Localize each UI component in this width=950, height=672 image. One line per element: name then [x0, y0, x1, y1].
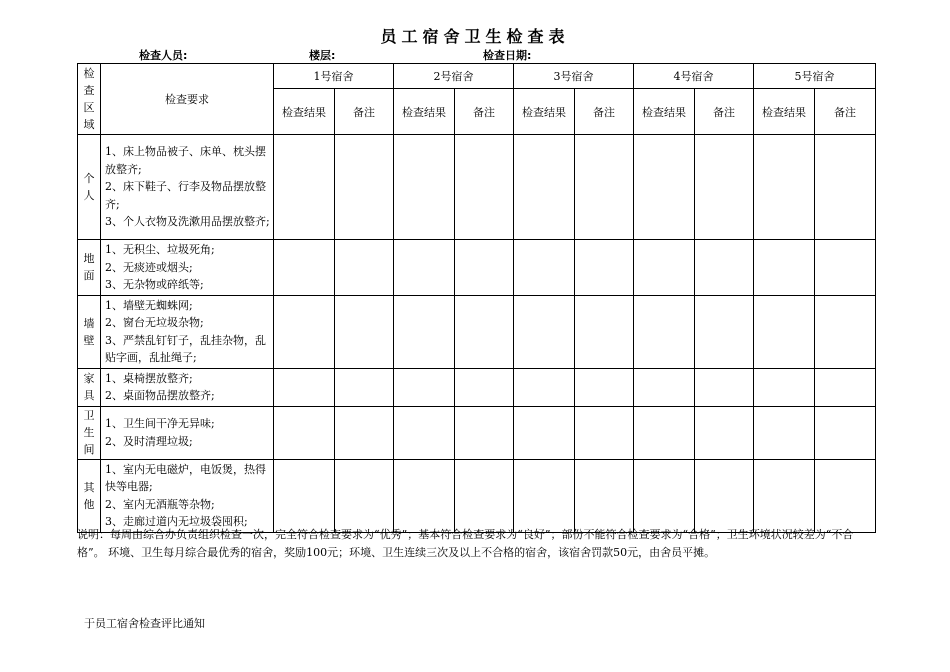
- remark-cell[interactable]: [815, 459, 876, 532]
- result-cell[interactable]: [274, 240, 335, 296]
- result-cell[interactable]: [394, 368, 455, 406]
- area-label: 个 人: [83, 172, 95, 202]
- requirement-cell: [101, 135, 274, 240]
- result-cell[interactable]: [394, 406, 455, 459]
- requirement-item: 1、无积尘、垃圾死角;: [105, 243, 215, 256]
- requirement-item: 1、卫生间干净无异味;: [105, 417, 215, 430]
- area-label: 卫 生 间: [83, 409, 95, 456]
- remark-cell[interactable]: [335, 368, 394, 406]
- requirement-item: 2、室内无酒瓶等杂物;: [105, 497, 215, 511]
- remark-cell[interactable]: [335, 135, 394, 240]
- area-cell: [78, 406, 101, 459]
- result-cell[interactable]: [754, 406, 815, 459]
- result-cell[interactable]: [274, 368, 335, 406]
- requirement-item: 1、室内无电磁炉，电饭煲，热得快等电器;: [105, 462, 266, 493]
- result-cell[interactable]: [274, 459, 335, 532]
- result-header: 检查结果: [394, 89, 455, 135]
- area-cell: [78, 135, 101, 240]
- result-cell[interactable]: [754, 240, 815, 296]
- dorm-1-header: 1号宿舍: [274, 64, 394, 89]
- result-cell[interactable]: [394, 240, 455, 296]
- area-cell: [78, 368, 101, 406]
- requirement-cell: [101, 295, 274, 368]
- section-row: [78, 240, 876, 296]
- remark-cell[interactable]: [335, 240, 394, 296]
- result-cell[interactable]: [754, 295, 815, 368]
- result-cell[interactable]: [394, 295, 455, 368]
- remark-cell[interactable]: [335, 295, 394, 368]
- section-row: [78, 406, 876, 459]
- remark-header: 备注: [335, 89, 394, 135]
- explanation-note: 说明：每周由综合办负责组织检查一次，完全符合检查要求为“优秀”；基本符合检查要求为“良好”；部份不能符合检查要求为“合格”；卫生环境状况较差为“不合格”。 环境、卫生每月综合最优秀的宿舍，奖励100元；环境、卫生连续三次及以上不合格的宿舍，该宿舍罚款50元，由舍员平摊。: [77, 528, 854, 559]
- result-cell[interactable]: [274, 135, 335, 240]
- remark-cell[interactable]: [575, 406, 634, 459]
- remark-cell[interactable]: [335, 406, 394, 459]
- remark-cell[interactable]: [455, 295, 514, 368]
- dorm-5-header: 5号宿舍: [754, 64, 876, 89]
- result-header: 检查结果: [274, 89, 335, 135]
- section-row: [78, 459, 876, 532]
- requirement-header: 检查要求: [101, 64, 274, 135]
- remark-cell[interactable]: [575, 368, 634, 406]
- result-cell[interactable]: [754, 368, 815, 406]
- requirement-item: 2、及时清理垃圾;: [105, 434, 193, 448]
- remark-cell[interactable]: [695, 135, 754, 240]
- result-cell[interactable]: [514, 368, 575, 406]
- remark-header: 备注: [695, 89, 754, 135]
- inspector-label: 检查人员:: [139, 49, 188, 62]
- inspection-table: [77, 63, 876, 533]
- page-title: 员工宿舍卫生检查表: [380, 27, 570, 46]
- area-header: 检 查 区 域: [78, 64, 101, 135]
- result-cell[interactable]: [394, 135, 455, 240]
- result-cell[interactable]: [634, 135, 695, 240]
- remark-cell[interactable]: [695, 368, 754, 406]
- remark-cell[interactable]: [695, 406, 754, 459]
- requirement-item: 1、墙壁无蜘蛛网;: [105, 298, 193, 312]
- header-row-1: [78, 64, 876, 89]
- result-header: 检查结果: [634, 89, 695, 135]
- result-cell[interactable]: [514, 406, 575, 459]
- requirement-item: 1、床上物品被子、床单、枕头摆放整齐;: [105, 145, 266, 176]
- requirement-item: 2、床下鞋子、行李及物品摆放整齐;: [105, 180, 266, 211]
- remark-cell[interactable]: [695, 295, 754, 368]
- requirement-item: 1、桌椅摆放整齐;: [105, 371, 193, 385]
- remark-cell[interactable]: [455, 459, 514, 532]
- remark-header: 备注: [815, 89, 876, 135]
- remark-cell[interactable]: [815, 406, 876, 459]
- requirement-item: 3、无杂物或碎纸等;: [105, 278, 204, 291]
- requirement-item: 2、桌面物品摆放整齐;: [105, 389, 215, 402]
- dorm-3-header: 3号宿舍: [514, 64, 634, 89]
- remark-cell[interactable]: [455, 368, 514, 406]
- requirement-item: 3、走廊过道内无垃圾袋囤积;: [105, 515, 248, 528]
- result-cell[interactable]: [634, 459, 695, 532]
- result-cell[interactable]: [634, 406, 695, 459]
- area-cell: [78, 295, 101, 368]
- result-cell[interactable]: [514, 240, 575, 296]
- result-cell[interactable]: [754, 135, 815, 240]
- footer-text: 于员工宿舍检查评比通知: [84, 617, 205, 630]
- remark-header: 备注: [455, 89, 514, 135]
- remark-cell[interactable]: [335, 459, 394, 532]
- inspection-date-label: 检查日期:: [483, 49, 532, 62]
- result-cell[interactable]: [634, 240, 695, 296]
- result-cell[interactable]: [514, 135, 575, 240]
- remark-cell[interactable]: [455, 135, 514, 240]
- area-label: 墙 壁: [83, 316, 95, 347]
- requirement-item: 3、个人衣物及洗漱用品摆放整齐;: [105, 215, 270, 229]
- remark-cell[interactable]: [455, 240, 514, 296]
- requirement-cell: [101, 368, 274, 406]
- requirement-cell: [101, 406, 274, 459]
- area-cell: [78, 240, 101, 296]
- result-cell[interactable]: [754, 459, 815, 532]
- result-cell[interactable]: [394, 459, 455, 532]
- section-row: [78, 295, 876, 368]
- requirement-item: 2、无痰迹或烟头;: [105, 260, 193, 274]
- result-header: 检查结果: [754, 89, 815, 135]
- floor-label: 楼层:: [309, 49, 336, 62]
- requirement-item: 2、窗台无垃圾杂物;: [105, 316, 204, 329]
- remark-cell[interactable]: [815, 135, 876, 240]
- section-row: [78, 368, 876, 406]
- section-row: [78, 135, 876, 240]
- result-header: 检查结果: [514, 89, 575, 135]
- area-label: 地 面: [83, 252, 95, 283]
- dorm-4-header: 4号宿舍: [634, 64, 754, 89]
- remark-cell[interactable]: [815, 368, 876, 406]
- result-cell[interactable]: [634, 295, 695, 368]
- remark-cell[interactable]: [575, 459, 634, 532]
- remark-cell[interactable]: [815, 240, 876, 296]
- area-label: 家 具: [83, 372, 95, 402]
- remark-cell[interactable]: [575, 135, 634, 240]
- remark-cell[interactable]: [695, 459, 754, 532]
- result-cell[interactable]: [514, 295, 575, 368]
- remark-cell[interactable]: [575, 295, 634, 368]
- result-cell[interactable]: [634, 368, 695, 406]
- dorm-2-header: 2号宿舍: [394, 64, 514, 89]
- result-cell[interactable]: [514, 459, 575, 532]
- area-label: 其 他: [83, 480, 95, 511]
- remark-cell[interactable]: [695, 240, 754, 296]
- remark-cell[interactable]: [455, 406, 514, 459]
- area-cell: [78, 459, 101, 532]
- requirement-item: 3、严禁乱钉钉子，乱挂杂物，乱贴字画，乱扯绳子;: [105, 333, 266, 364]
- requirement-cell: [101, 459, 274, 532]
- requirement-cell: [101, 240, 274, 296]
- remark-header: 备注: [575, 89, 634, 135]
- remark-cell[interactable]: [815, 295, 876, 368]
- result-cell[interactable]: [274, 295, 335, 368]
- result-cell[interactable]: [274, 406, 335, 459]
- remark-cell[interactable]: [575, 240, 634, 296]
